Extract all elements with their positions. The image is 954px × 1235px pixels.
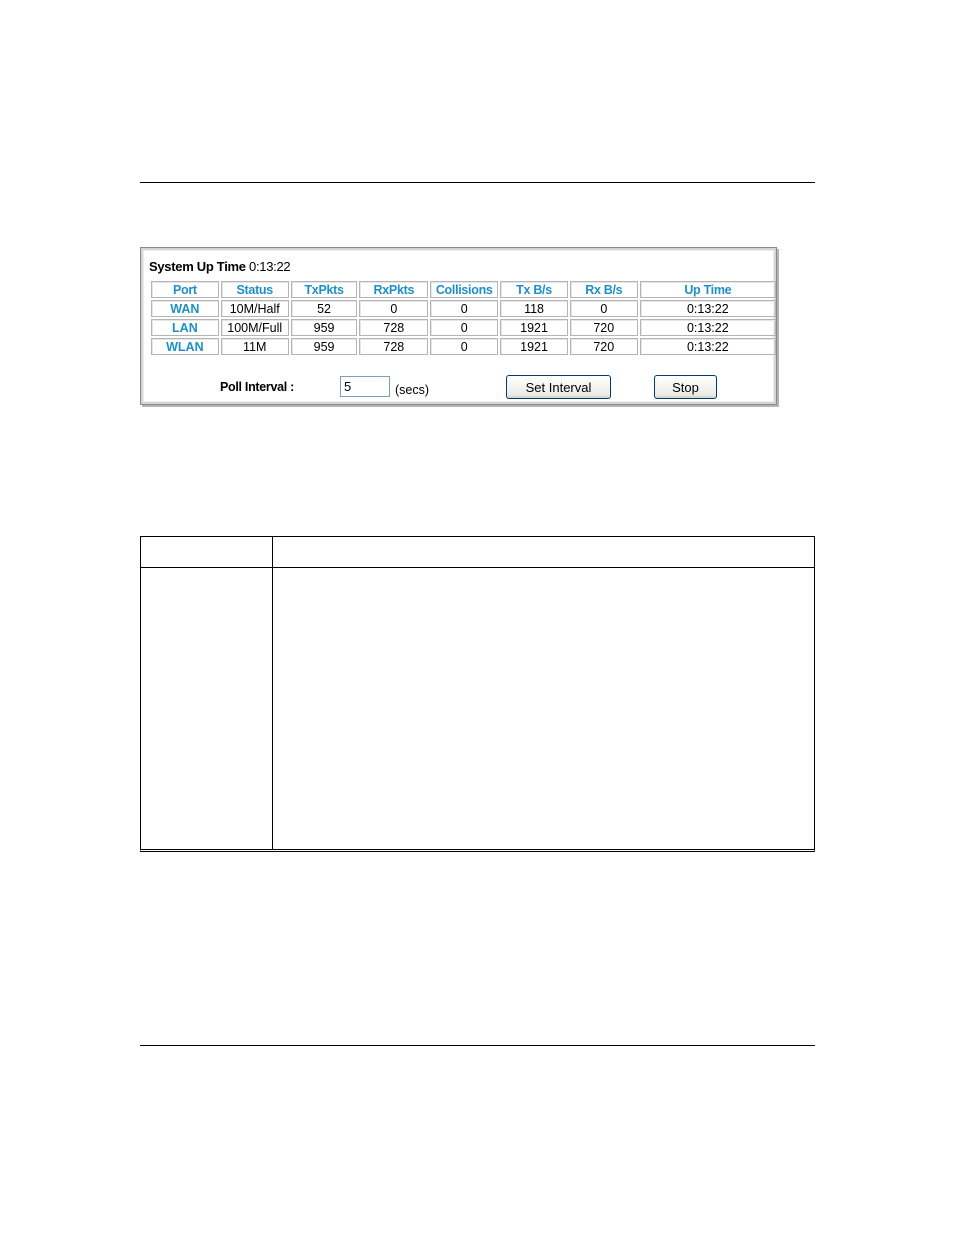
rxpkts-cell: 728: [359, 319, 428, 336]
collisions-cell: 0: [430, 319, 498, 336]
table-row: [151, 338, 776, 355]
table-row: [151, 319, 776, 336]
collisions-cell: 0: [430, 300, 498, 317]
col-header-rxpkts: RxPkts: [359, 281, 428, 298]
rxbs-cell: 720: [570, 319, 638, 336]
port-cell: LAN: [151, 319, 219, 336]
collisions-cell: 0: [430, 338, 498, 355]
txbs-cell: 118: [500, 300, 568, 317]
stop-button[interactable]: Stop: [654, 375, 717, 399]
status-cell: 10M/Half: [221, 300, 289, 317]
uptime-cell: 0:13:22: [640, 319, 776, 336]
table-header-divider: [141, 567, 814, 568]
table-row: [151, 300, 776, 317]
rxpkts-cell: 728: [359, 338, 428, 355]
system-uptime: [149, 259, 290, 274]
rxbs-cell: 720: [570, 338, 638, 355]
poll-interval-unit: (secs): [395, 383, 430, 397]
col-header-rxbs: Rx B/s: [570, 281, 638, 298]
footer-rule: [140, 1045, 815, 1046]
port-cell: WLAN: [151, 338, 219, 355]
uptime-cell: 0:13:22: [640, 338, 776, 355]
header-rule: [140, 182, 815, 183]
status-cell: 11M: [221, 338, 289, 355]
set-interval-button[interactable]: Set Interval: [506, 375, 611, 399]
txbs-cell: 1921: [500, 319, 568, 336]
poll-interval-input[interactable]: [340, 376, 390, 397]
txpkts-cell: 52: [291, 300, 358, 317]
uptime-cell: 0:13:22: [640, 300, 776, 317]
col-header-status: Status: [221, 281, 289, 298]
table-column-divider: [272, 537, 273, 849]
rxpkts-cell: 0: [359, 300, 428, 317]
field-description-table: [140, 536, 815, 852]
system-uptime-label: System Up Time: [149, 259, 246, 274]
status-cell: 100M/Full: [221, 319, 289, 336]
rxbs-cell: 0: [570, 300, 638, 317]
txpkts-cell: 959: [291, 338, 358, 355]
col-header-port: Port: [151, 281, 219, 298]
port-cell: WAN: [151, 300, 219, 317]
poll-interval-label: Poll Interval :: [220, 380, 294, 394]
txbs-cell: 1921: [500, 338, 568, 355]
port-statistics-table: [149, 279, 778, 357]
col-header-collisions: Collisions: [430, 281, 498, 298]
table-header-row: [151, 281, 776, 298]
col-header-txbs: Tx B/s: [500, 281, 568, 298]
col-header-uptime: Up Time: [640, 281, 776, 298]
txpkts-cell: 959: [291, 319, 358, 336]
system-uptime-value: 0:13:22: [249, 259, 291, 274]
router-status-panel: [140, 247, 777, 405]
col-header-txpkts: TxPkts: [291, 281, 358, 298]
